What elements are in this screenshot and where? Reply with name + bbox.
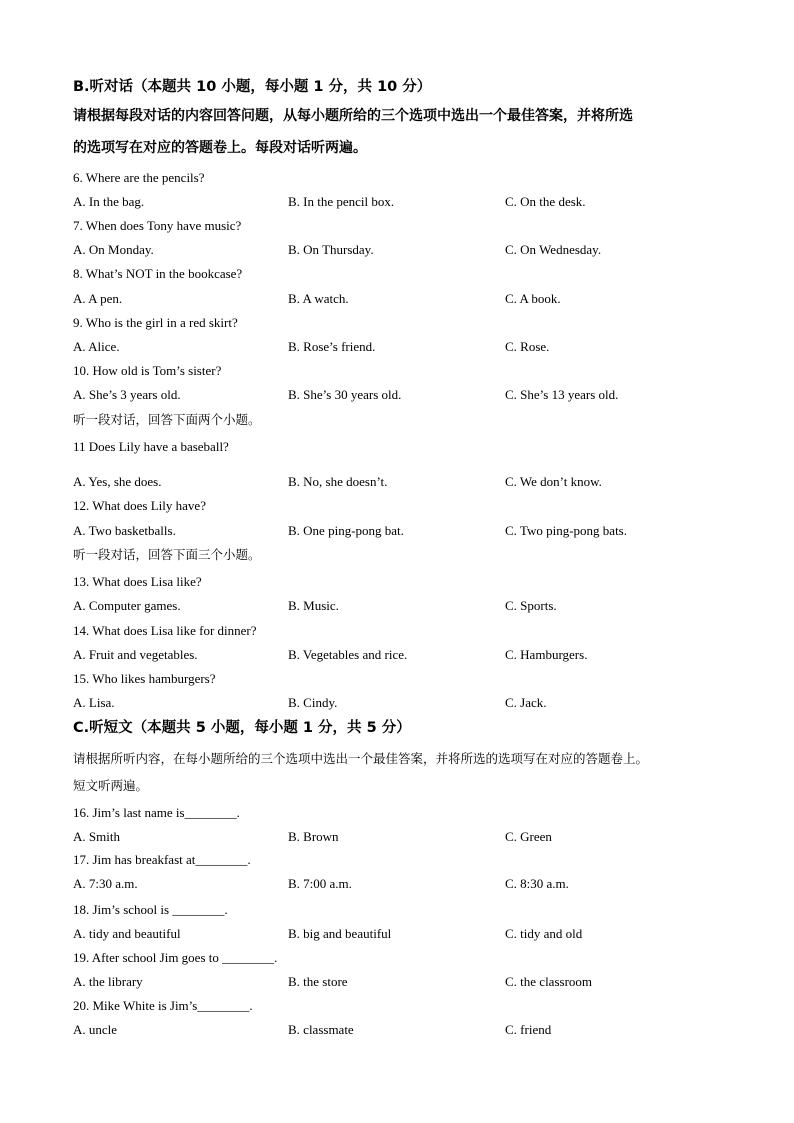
question-15: 15. Who likes hamburgers?	[73, 671, 216, 686]
section-c-heading: C.听短文（本题共 5 小题，每小题 1 分，共 5 分）	[73, 720, 411, 736]
question-10-option-a: A. She’s 3 years old.	[73, 387, 181, 402]
question-6-option-c: C. On the desk.	[505, 194, 586, 209]
question-8-option-b: B. A watch.	[288, 291, 349, 306]
question-14-option-a: A. Fruit and vegetables.	[73, 647, 198, 662]
question-20-option-c: C. friend	[505, 1022, 552, 1037]
question-19-option-c: C. the classroom	[505, 974, 593, 989]
question-8-option-a: A. A pen.	[73, 291, 123, 306]
question-19-option-a: A. the library	[73, 974, 143, 989]
question-11-option-c: C. We don’t know.	[505, 474, 602, 489]
question-14-option-b: B. Vegetables and rice.	[288, 647, 408, 662]
question-12-option-c: C. Two ping-pong bats.	[505, 523, 627, 538]
question-18-option-a: A. tidy and beautiful	[73, 926, 181, 941]
question-14: 14. What does Lisa like for dinner?	[73, 623, 257, 638]
question-20-option-b: B. classmate	[288, 1022, 354, 1037]
question-8: 8. What’s NOT in the bookcase?	[73, 266, 243, 281]
question-17-option-b: B. 7:00 a.m.	[288, 876, 352, 891]
question-19: 19. After school Jim goes to ________.	[73, 950, 278, 965]
question-11-option-b: B. No, she doesn’t.	[288, 474, 388, 489]
question-13-option-b: B. Music.	[288, 598, 339, 613]
question-16-option-c: C. Green	[505, 829, 552, 844]
question-9: 9. Who is the girl in a red skirt?	[73, 315, 238, 330]
question-7: 7. When does Tony have music?	[73, 218, 242, 233]
question-19-option-b: B. the store	[288, 974, 348, 989]
question-13: 13. What does Lisa like?	[73, 574, 202, 589]
question-7-option-b: B. On Thursday.	[288, 242, 374, 257]
question-10-option-c: C. She’s 13 years old.	[505, 387, 619, 402]
section-c-instruction-line-2: 短文听两遍。	[73, 778, 149, 793]
section-b-heading: B.听对话（本题共 10 小题，每小题 1 分，共 10 分）	[73, 79, 432, 95]
question-17: 17. Jim has breakfast at________.	[73, 852, 251, 867]
question-20-option-a: A. uncle	[73, 1022, 118, 1037]
question-9-option-a: A. Alice.	[73, 339, 120, 354]
section-c-instruction-line-1: 请根据所听内容，在每小题所给的三个选项中选出一个最佳答案，并将所选的选项写在对应的答题卷上。	[73, 751, 649, 766]
question-13-option-a: A. Computer games.	[73, 598, 181, 613]
question-8-option-c: C. A book.	[505, 291, 561, 306]
question-16-option-a: A. Smith	[73, 829, 120, 844]
question-15-option-c: C. Jack.	[505, 695, 547, 710]
question-15-option-b: B. Cindy.	[288, 695, 338, 710]
question-16-option-b: B. Brown	[288, 829, 339, 844]
question-12-option-b: B. One ping-pong bat.	[288, 523, 404, 538]
question-17-option-c: C. 8:30 a.m.	[505, 876, 569, 891]
question-20: 20. Mike White is Jim’s________.	[73, 998, 253, 1013]
question-6-option-b: B. In the pencil box.	[288, 194, 395, 209]
question-17-option-a: A. 7:30 a.m.	[73, 876, 138, 891]
question-15-option-a: A. Lisa.	[73, 695, 115, 710]
question-12-option-a: A. Two basketballs.	[73, 523, 176, 538]
question-18-option-c: C. tidy and old	[505, 926, 583, 941]
question-6: 6. Where are the pencils?	[73, 170, 205, 185]
question-12: 12. What does Lily have?	[73, 498, 206, 513]
question-18: 18. Jim’s school is ________.	[73, 902, 228, 917]
question-7-option-a: A. On Monday.	[73, 242, 154, 257]
dialogue-group-instruction-2: 听一段对话，回答下面三个小题。	[73, 547, 261, 562]
question-14-option-c: C. Hamburgers.	[505, 647, 588, 662]
question-16: 16. Jim’s last name is________.	[73, 805, 240, 820]
question-9-option-b: B. Rose’s friend.	[288, 339, 376, 354]
question-10: 10. How old is Tom’s sister?	[73, 363, 222, 378]
question-6-option-a: A. In the bag.	[73, 194, 145, 209]
section-b-instruction-line-2: 的选项写在对应的答题卷上。每段对话听两遍。	[73, 140, 367, 156]
question-11: 11 Does Lily have a baseball?	[73, 439, 229, 454]
dialogue-group-instruction-1: 听一段对话，回答下面两个小题。	[73, 412, 261, 427]
section-b-instruction-line-1: 请根据每段对话的内容回答问题，从每小题所给的三个选项中选出一个最佳答案，并将所选	[73, 108, 633, 124]
question-13-option-c: C. Sports.	[505, 598, 557, 613]
question-18-option-b: B. big and beautiful	[288, 926, 392, 941]
question-10-option-b: B. She’s 30 years old.	[288, 387, 402, 402]
question-9-option-c: C. Rose.	[505, 339, 550, 354]
question-11-option-a: A. Yes, she does.	[73, 474, 162, 489]
question-7-option-c: C. On Wednesday.	[505, 242, 602, 257]
